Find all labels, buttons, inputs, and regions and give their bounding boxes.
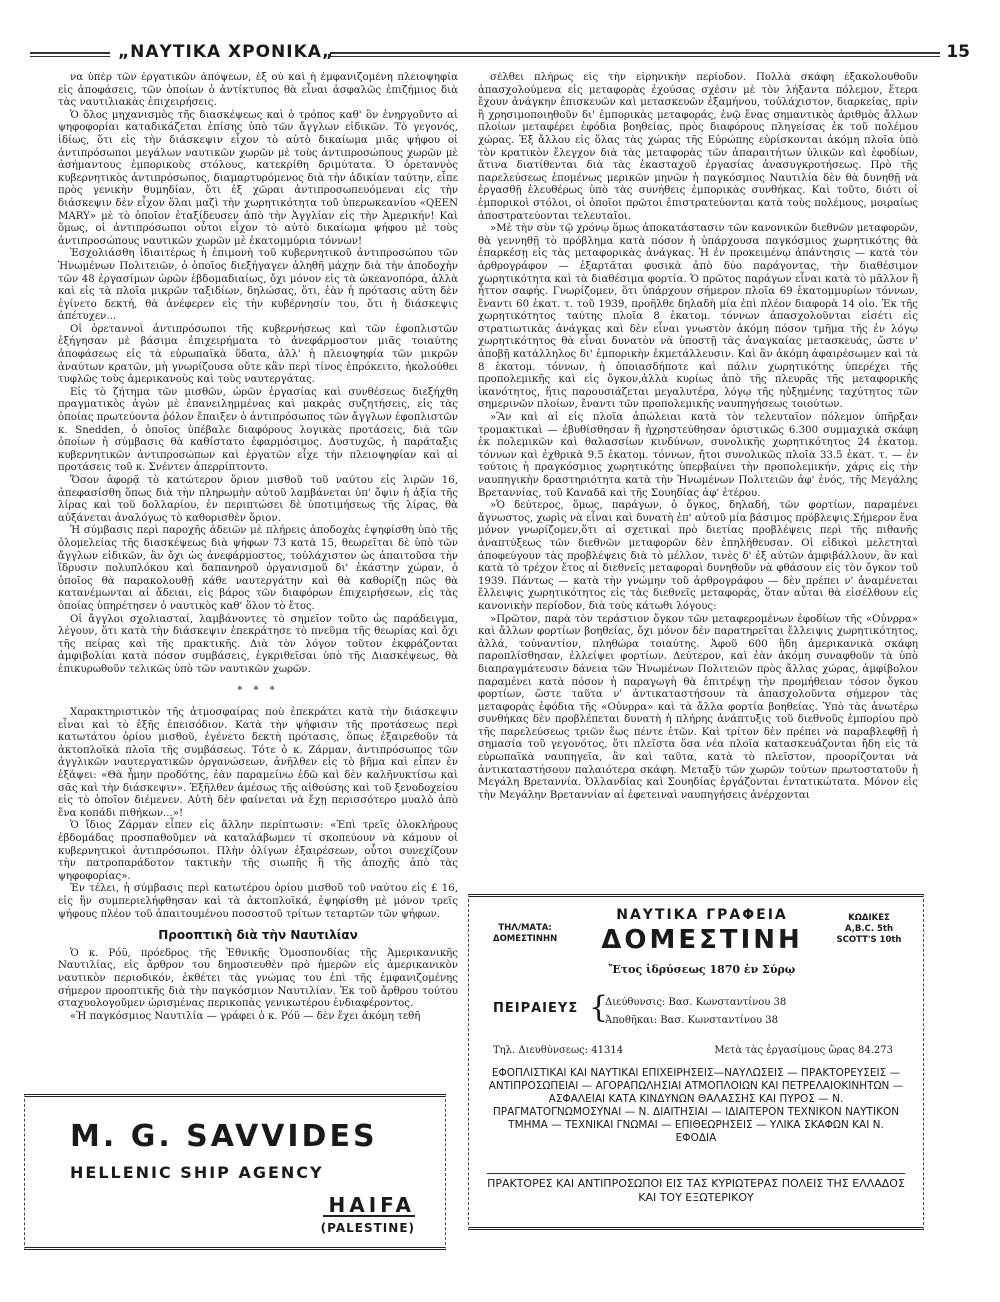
- article-paragraph: »Μὲ τὴν σὺν τῷ χρόνῳ ὅμως ἀποκατάστασιν τῶν κανονικῶν διεθνῶν μεταφορῶν, θὰ γεννηθῇ τὸ πρόβλημα κατὰ πόσον ἡ ὑπάρχουσα παγκόσμιος χωρητικότης θὰ ἐπαρκέσῃ εἰς τὰς μεταφορικὰς ἀνάγκας. Ἡ ἐν προκειμένῳ ἀπάντησις — κατὰ τὸν ἀρθρογράφον — ἐξαρτᾶται φυσικὰ ἀπὸ δύο παράγοντας, τὴν διαθέσιμον χωρητικότητα καὶ τὰ διαθέσιμα φορτία. Ὁ πρῶτος παράγων εἶναι κατὰ τὸ μᾶλλον ἢ ἧττον σαφής. Γνωρίζομεν, ὅτι ὑπάρχουν σήμερον πλοῖα 69 ἑκατομμυρίων τόννων, ἔναντι 60 ἑκατ. τ. τοῦ 1939, προῆλθε δηλαδὴ μία ἐπὶ πλέον διαφορὰ 14 οἱο. Ἐκ τῆς χωρητικότητος ταύτης πλοῖα 8 ἑκατομ. τόννων ἀπασχολοῦνται εἰσέτι εἰς στρατιωτικὰς ἀνάγκας καὶ δὲν εἶναι γνωστὸν ἀκόμη πόσον τμῆμα τῆς ἐν λόγῳ χωρητικότητος θὰ εἶναι δυνατὸν νὰ ὑποστῇ τὰς ἀναγκαίας μετασκευάς, ὥστε ν' ἀποβῇ κατάλληλος δι' ἐμπορικὴν ἐκμετάλλευσιν. Καὶ ἂν ἀκόμη ἀφαιρέσωμεν καὶ τὰ 8 ἑκατομ. τόννων, ἡ ὁποιασδήποτε καὶ πάλιν χωρητικότης ὑπερέχει τῆς προπολεμικῆς καὶ εἰς ὄγκον,ἀλλὰ κυρίως ἀπὸ τῆς πλευρᾶς τῆς μεταφορικῆς ἱκανότητος, ἥτις παρουσιάζεται μεγαλυτέρα, λόγῳ τῆς ηὐξημένης ταχύτητος τῶν σημερινῶν πλοίων, ἔναντι τῶν προπολεμικῆς ναυπηγήσεως τοιούτων.: [478, 223, 918, 411]
- savvides-subtitle: HELLENIC SHIP AGENCY: [70, 1163, 324, 1182]
- telegraph-codes-text: ΚΩΔΙΚΕΣ A,B.C. 5th SCOTT'S 10th: [836, 913, 902, 945]
- article-paragraph: Ὁ ἴδιος Ζάρμαν εἶπεν εἰς ἄλλην περίπτωσιν: «Ἐπὶ τρεῖς ὁλοκλήρους ἑβδομάδας προσπαθοῦμεν νὰ καταλάβωμεν τί σκοπεύουν νὰ κάμουν οἱ κυβερνητικοὶ ἀντιπρόσωποι. Πλὴν ὀλίγων ἐξαιρέσεων, οὗτοι συνεχίζουν τὴν πατροπαράδοτον τακτικὴν τῆς σιωπῆς ἢ τῆς ἀποχῆς ἀπὸ τὰς ψηφοφορίας».: [58, 820, 458, 882]
- founded-line: Ἔτος ἱδρύσεως 1870 ἐν Σύρῳ: [608, 963, 796, 976]
- article-paragraph: Ὁ κ. Ρόϋ, πρόεδρος τῆς Ἐθνικῆς Ὁμοσπονδίας τῆς Ἀμερικανικῆς Ναυτιλίας, εἰς ἄρθρον του δημοσιευθὲν πρὸ ἡμερῶν εἰς ἀμερικανικὸν ναυτικὸν περιοδικόν, ἐκθέτει τὰς γνώμας του ἐπὶ τῆς ἐμφανιζομένης σήμερον προοπτικῆς διὰ τὴν παγκόσμιον Ναυτιλίαν. Ἐκ τοῦ ἄρθρου τούτου σταχυολογοῦμεν ὡρισμένας περικοπὰς γενικωτέρου ἐνδιαφέροντος.: [58, 947, 458, 1010]
- telegram-label-text: ΤΗΛ/ΜΑΤΑ: ΔΟΜΕΣΤΙΝΗΝ: [493, 923, 558, 944]
- article-paragraph: «Ἡ παγκόσμιος Ναυτιλία — γράφει ὁ κ. Ρόϋ — δὲν ἔχει ἀκόμη τεθῆ: [70, 1010, 421, 1022]
- article-paragraph: Χαρακτηριστικὸν τῆς ἀτμοσφαίρας ποὺ ἐπεκράτει κατὰ τὴν διάσκεψιν εἶναι καὶ τὸ ἑξῆς ἐπεισόδιον. Κατὰ τὴν ψήφισιν τῆς προτάσεως περὶ κατωτάτου ὁρίου μισθοῦ, ἐγένετο δεκτὴ πρότασις, ὅπως ἐξαιρεθοῦν τὰ ἀκτοπλοϊκὰ πλοῖα τῆς συμβάσεως. Τότε ὁ κ. Ζάρμαν, ἀντιπρόσωπος τῶν ἀγγλικῶν ναυτεργατικῶν ὀργανώσεων, ἀνῆλθεν εἰς τὸ βῆμα καὶ εἶπεν ἐν ἐξάψει: «Θὰ ἦμην προδότης, ἐὰν παραμείνω ἐδῶ καὶ δὲν καλῆνυκτίσω καὶ σᾶς καὶ τὴν διάσκεψιν». Ἐξῆλθεν ἀμέσως τῆς αἰθούσης καὶ τοῦ ξενοδοχείου εἰς τὸ ὁποῖον διέμενεν. Αὐτὴ δὲν φαίνεται νὰ ἔχῃ περισσότερο μυαλὸ ἀπὸ ἕνα κοπάδι πιθήκων...»!: [58, 707, 458, 819]
- agents-line: ΠΡΑΚΤΟΡΕΣ ΚΑΙ ΑΝΤΙΠΡΟΣΩΠΟΙ ΕΙΣ ΤΑΣ ΚΥΡΙΩΤΕΡΑΣ ΠΟΛΕΙΣ ΤΗΣ ΕΛΛΑΔΟΣ ΚΑΙ ΤΟΥ ΕΞΩΤΕΡΙΚΟΥ: [487, 1177, 905, 1204]
- domestini-name: ΔΟΜΕΣΤΙΝΗ: [601, 925, 803, 955]
- article-paragraph: »Ἂν καὶ αἱ εἰς πλοῖα ἀπώλειαι κατὰ τὸν τελευταῖον πόλεμον ὑπῆρξαν τρομακτικαὶ — ἐβυθίσθησαν ἢ ἠχρηστεύθησαν ὁριστικῶς 6.300 συμμαχικὰ σκάφη ἐκ πολεμικῶν καὶ θαλασσίων κινδύνων, συνολικῆς χωρητικότητος 24 ἑκατομ. τόννων καὶ ἐχθρικὰ 9.5 ἑκατομ. τόννων, ἤτοι συνολικῶς πλοῖα 33.5 ἑκατ. τ. — ἐν τούτοις ἡ πραγκόσμιος χωρητικότης ὑπερβαίνει τὴν προπολεμικήν, χάρις εἰς τὴν ναυπηγικὴν δραστηριότητα κατὰ τὴν Ἡνωμένων Πολιτειῶν ἀφ' ἑνός, τῆς Μεγάλης Βρεταννίας, τοῦ Καναδᾶ καὶ τῆς Σουηδίας ἀφ' ἑτέρου.: [478, 412, 918, 499]
- address-line-2: Ἀποθῆκαι: Βασ. Κωνσταντίνου 38: [605, 1015, 779, 1026]
- header-rule-left-thin: [30, 56, 110, 57]
- article-paragraph: Εἰς τὸ ζήτημα τῶν μισθῶν, ὡρῶν ἐργασίας καὶ συνθέσεως διεξήχθη πραγματικὸς ἀγὼν μὲ ἐπανειλημμένας καὶ μακρὰς συζητήσεις, εἰς τὰς ὁποίας πρωτεύοντα ῥόλον ἔπαιξεν ὁ ἀντιπρόσωπος τῶν ἄγγλων ἐφοπλιστῶν κ. Snedden, ὁ ὁποῖος ὑπέβαλε διαφόρους λογικὰς προτάσεις, διὰ τῶν ὁποίων ἡ σύμβασις θὰ καθίστατο ἐφαρμόσιμος. Δυστυχῶς, ἡ παράταξις κυβερνητικῶν ἀντιπροσώπων καὶ ἐργατῶν εἶχε τὴν πλειοψηφίαν καὶ αἱ προτάσεις τοῦ κ. Σνέντεν ἀπερρίπτοντο.: [58, 386, 458, 474]
- article-paragraph: Οἱ ἄγγλοι σχολιασταί, λαμβάνοντες τὸ σημεῖον τοῦτο ὡς παράδειγμα, λέγουν, ὅτι κατὰ τὴν διάσκεψιν ἐπεκράτησε τὸ πνεῦμα τῆς θεωρίας καὶ ὄχι τῆς πείρας καὶ τῆς πρακτικῆς. Διὰ τὸν λόγον τοῦτον ἐκφράζονται ἀμφιβολίαι κατὰ πόσον συμβάσεις, ἐγκριθεῖσαι ὑπὸ τῆς Διασκέψεως, θὰ ἐπικυρωθοῦν τελικῶς ὑπὸ τῶν ναυτικῶν χωρῶν.: [58, 613, 458, 675]
- section-heading: Προοπτικὴ διὰ τὴν Ναυτιλίαν: [158, 928, 358, 943]
- section-separator: * * *: [237, 684, 279, 696]
- address-brace: {: [589, 990, 609, 1025]
- savvides-city: HAIFA: [328, 1193, 415, 1217]
- services-divider: [487, 1173, 905, 1174]
- article-paragraph: »Πρῶτον, παρὰ τὸν τεράστιον ὄγκον τῶν μεταφερομένων ἐφοδίων τῆς «Οὐνρρα» καὶ ἄλλων φορτίων βοηθείας, ὄχι μόνον δὲν παρατηρεῖται ἔλλειψις χωρητικότητος, ἀλλά, τοὐναντίον, πληθώρα τοιαύτης. Ἀφοῦ 600 ἢδη ἀμερικανικὰ σκάφη παροπλίσθησαν, ἐλλείψει φορτίων. Δεύτερον, καὶ ἐὰν ἀκόμη συναφθοῦν τὰ ὑπὸ διαπραγμάτευσιν δάνεια τῶν Ἡνωμένων Πολιτειῶν πρὸς ἄλλας χώρας, ἀμφίβολον παραμένει κατὰ πόσον ἡ παραγωγὴ θὰ ἐπιτρέψῃ τὴν προμήθειαν τόσον ὄγκου φορτίων, ὥστε ταῦτα ν' ἀντικαταστήσουν τὰ ἀπασχολοῦντα σήμερον τὰς μεταφορὰς ἐφόδια τῆς «Οὐνρρα» καὶ τὰ ἄλλα φορτία βοηθείας. Ὑπὸ τὰς ἀνωτέρω συνθήκας δὲν προβλέπεται δυνατὴ ἡ πλήρης ἀνάπτυξις τοῦ διεθνοῦς ἐμπορίου πρὸ τῆς παρελεύσεως τριῶν ἕως πέντε ἐτῶν. Καὶ τρίτον δὲν πρέπει νὰ παραβλεφθῇ ἡ σημασία τοῦ γεγονότος, ὅτι πλεῖστα ὅσα νέα πλοῖα κατασκευάζονται ἤδη εἰς τὰ εὐρωπαϊκὰ ναυπηγεῖα, ἂν καὶ ταῦτα, κατὰ τὸ πλεῖστον, προορίζονται νὰ ἀντικαταστήσουν παλαιότερα σκάφη. Μεταξὺ τῶν χωρῶν τούτων πρωτοστατοῦν ἡ Μεγάλη Βρεταννία. Ὀλλανδίας καὶ Σουηδίας ἐργάζονται ἐντατικώτατα. Μόνον εἰς τὴν Μεγάλην Βρεταννίαν αἱ ἐφετειναὶ ναυπηγήσεις ἀνέρχονται: [478, 613, 918, 801]
- address-line-1: Διεύθυνσις: Βασ. Κωνσταντίνου 38: [605, 997, 787, 1008]
- article-paragraph: Ὁ ὅλος μηχανισμὸς τῆς διασκέψεως καὶ ὁ τρόπος καθ' ὃν ἐνηργοῦντο αἱ ψηφοφορίαι καταδικάζεται ἐπίσης ὑπὸ τῶν ἄγγλων εἰδικῶν. Τὸ γεγονός, ἰδίως, ὅτι εἰς τὴν διάσκεψιν εἶχον τὸ αὐτὸ δικαίωμα μιᾶς ψήφου οἱ ἀντιπρόσωποι μεγάλων ναυτικῶν χωρῶν μὲ τοὺς ἀντιπροσώπους χωρῶν μὲ ἀσήμαντους ἐμπορικοὺς στόλους, κατεκρίθη δριμύτατα. Ὁ ὁρεταννὸς κυβερνητικὸς ἀντιπρόσωπος, διαμαρτυρόμενος διὰ τὴν ἀδικίαν ταύτην, εἶπε πρὸς γενικὴν θυμηδίαν, ὅτι ἐξ χῶραι ἀντιπροσωπευόμεναι εἰς τὴν διάσκεψιν δὲν εἶχον ὅλαι μαζὶ τὴν χωρητικότητα τοῦ ὑπερωκεανίου «QEEN MARY» μὲ τὸ ὁποῖον ἐταξίδευσεν ἀπὸ τὴν Ἀγγλίαν εἰς τὴν Ἀμερικήν! Καὶ ὅμως, οἱ ἀντιπρόσωποι οὗτοι εἶχον τὸ αὐτὸ δικαίωμα ψήφου μὲ τοὺς ἀντιπροσώπους ναυτικῶν χωρῶν μὲ ἑκατομμύρια τόννων!: [58, 109, 458, 247]
- domestini-title: ΝΑΥΤΙΚΑ ΓΡΑΦΕΙΑ: [616, 907, 788, 923]
- left-paragraphs-3: [58, 948, 458, 1024]
- article-paragraph: »Ὁ δεύτερος, ὅμως, παράγων, ὁ ὄγκος, δηλαδή, τῶν φορτίων, παραμένει ἄγνωστος, χωρὶς νὰ εἶναι καὶ δυνατὴ ἐπ' αὐτοῦ μία βάσιμος πρόβλεψις.Σήμερον ἕνα μόνον γνωρίζομεν,ὅτι αἱ σχετικαὶ πρὸ διετίας προβλέψεις περὶ τῆς πιθανῆς ἀναπτύξεως τῶν διεθνῶν μεταφορῶν δὲν ἐπηλήθευσαν. Οἱ εἰδικοὶ μελετηταὶ ἀποφεύγουν τὰς προβλέψεις διὰ τὸ μέλλον, τινὲς δ' ἐξ αὐτῶν ἀμφιβάλλουν, ἂν καὶ κατὰ τὸ τρέχον ἔτος αἱ διεθνεῖς μεταφοραὶ δυνηθοῦν νὰ φθάσουν εἰς τὸν ὄγκον τοῦ 1939. Πάντως — κατὰ τὴν γνώμην τοῦ ἀρθρογράφου — δὲν πρέπει ν' ἀναμένεται ἔλλειψις χωρητικότητος εἰς τὰς διεθνεῖς μεταφοράς, ὅταν αὗται θὰ εἰσέλθουν εἰς κανονικὴν περίοδον, διὰ τοὺς κάτωθι λόγους:: [478, 500, 918, 612]
- article-paragraph: Ἐν τέλει, ἡ σύμβασις περὶ κατωτέρου ὁρίου μισθοῦ τοῦ ναύτου εἰς £ 16, εἰς ἣν συμπεριελήφθησαν καὶ τὰ ἀκτοπλοϊκά, ἐψηφίσθη μὲ μόνον τρεῖς ψήφους πλέον τοῦ ἀπαιτουμένου ποσοστοῦ τρίτων τεταρτῶν τῶν ψήφων.: [58, 883, 458, 920]
- page-number: 15: [946, 42, 970, 62]
- header-rule-left: [30, 52, 110, 54]
- article-paragraph: σέλθει πλήρως εἰς τὴν εἰρηνικὴν περίοδον. Πολλὰ σκάφη ἐξακολουθοῦν ἀπασχολούμενα εἰς μεταφορὰς ἐχούσας σχέσιν μὲ τὸν λήξαντα πόλεμον, ἕτερα ἔχουν ἀνάγκην ἐπισκευῶν καὶ μετασκευῶν ἐξαμήνου, τοὐλάχιστον, διαρκείας, πρὶν ἢ χρησιμοποιηθοῦν δι' ἐμπορικὰς μεταφοράς, ἐνῷ ἕνας σημαντικὸς ἀριθμὸς ἄλλων πλοίων μεταφέρει ἐφόδια βοηθείας, πρὸς διαφόρους πληγείσας ἐκ τοῦ πολέμου χώρας. Ἐξ ἄλλου εἰς ὅλας τὰς χώρας τῆς Εὐρώπης εὑρίσκονται ἀκόμη πλοῖα ὑπὸ τὸν κρατικὸν ἔλεγχον διὰ τὰς μεταφορὰς τῶν ἀπαραιτήτων ὑλικῶν καὶ ἐφοδίων, ἅτινα διατίθενται διὰ τὰς ἑκασταχοῦ ἐργασίας ἀνασυγκροτήσεως. Πρὸ τῆς παρελεύσεως ἑπομένως μερικῶν μηνῶν ἡ παγκόσμιος Ναυτιλία δὲν θὰ δυνηθῇ νὰ ἐργασθῇ ἐλευθέρως ὑπὸ τὰς συνήθεις ἐμπορικὰς συνθήκας. Καὶ τοῦτο, διότι οἱ ἐμπορικοὶ στόλοι, οἱ ὁποῖοι πρῶτοι ἐπιστρατεύονται κατὰ τοὺς πολέμους, μοιραίως ἀποστρατεύονται τελευταῖοι.: [478, 72, 918, 222]
- left-paragraphs-2: [58, 707, 458, 921]
- savvides-country: (PALESTINE): [320, 1221, 415, 1235]
- domestini-city: ΠΕΙΡΑΙΕΥΣ: [493, 1001, 579, 1016]
- domestini-advertisement: [468, 894, 924, 1230]
- article-paragraph: Ὅσον ἀφορᾷ τὸ κατώτερον ὅριον μισθοῦ τοῦ ναύτου εἰς λιρῶν 16, ἀπεφασίσθη ὅπως διὰ τὴν πληρωμὴν αὐτοῦ λαμβάνεται ὑπ' ὄψιν ἡ ἀξία τῆς λίρας καὶ τοῦ δολλαρίου, ἐν περιπτώσει δὲ ὑποτιμήσεως τῆς λίρας, θὰ αὐξάνεται ἀναλόγως τὸ καθορισθὲν ὅριον.: [58, 475, 458, 524]
- header-rule-right: [330, 52, 940, 54]
- article-paragraph: να ὑπὲρ τῶν ἐργατικῶν ἀπόψεων, ἐξ οὗ καὶ ἡ ἐμφανιζομένη πλειοψηφία εἰς ἀποφάσεις, τῶν ὁποίων ὁ ἀντίκτυπος θὰ εἶναι ἀσφαλῶς ἐπιζήμιος διὰ τὰς ναυτιλιακὰς ἐπιχειρήσεις.: [58, 72, 458, 109]
- services-list: ΕΦΟΠΛΙΣΤΙΚΑΙ ΚΑΙ ΝΑΥΤΙΚΑΙ ΕΠΙΧΕΙΡΗΣΕΙΣ—ΝΑΥΛΩΣΕΙΣ — ΠΡΑΚΤΟΡΕΥΣΕΙΣ — ΑΝΤΙΠΡΟΣΩΠΕΙΑΙ — ΑΓΟΡΑΠΩΛΗΣΙΑΙ ΑΤΜΟΠΛΟΙΩΝ ΚΑΙ ΠΕΤΡΕΛΑΙΟΚΙΝΗΤΩΝ — ΑΣΦΑΛΕΙΑΙ ΚΑΤΑ ΚΙΝΔΥΝΩΝ ΘΑΛΑΣΣΗΣ ΚΑΙ ΠΥΡΟΣ — Ν. ΠΡΑΓΜΑΤΟΓΝΩΜΟΣΥΝΑΙ — Ν. ΔΙΑΙΤΗΣΙΑΙ — ΙΔΙΑΙΤΕΡΟΝ ΤΕΧΝΙΚΟΝ ΝΑΥΤΙΚΟΝ ΤΜΗΜΑ — ΤΕΧΝΙΚΑΙ ΓΝΩΜΑΙ — ΕΠΙΘΕΩΡΗΣΕΙΣ — ΥΛΙΚΑ ΣΚΑΦΩΝ ΚΑΙ Ν. ΕΦΟΔΙΑ: [488, 1067, 904, 1144]
- left-paragraphs: [58, 72, 458, 677]
- savvides-city-rule: [323, 1215, 415, 1217]
- article-paragraph: Ἐσχολιάσθη ἰδιαιτέρως ἡ ἐπιμονὴ τοῦ κυβερνητικοῦ ἀντιπροσώπου τῶν Ἡνωμένων Πολιτειῶν, ὁ ὁποῖος διεξήγαγεν ἀληθῆ μάχην διὰ τὴν ἀποδοχὴν τῶν 48 ἐργασίμων ὡρῶν ἑβδομαδιαίως, ὄχι μόνον εἰς τὰ ὠκεανοπόρα, ἀλλὰ καὶ εἰς τὰ πλοῖα μικρῶν ταξιδίων, δηλώσας, ὅτι, ἐὰν ἡ πρότασις αὕτη δὲν ἐγίνετο δεκτή, θὰ ἀνέφερεν εἰς τὴν κυβέρνησίν του, ὅτι ἡ διάσκεψις ἀπέτυχεν...: [58, 248, 458, 323]
- telegram-label: [493, 923, 557, 945]
- savvides-name: M. G. SAVVIDES: [70, 1119, 378, 1154]
- article-paragraph: Ἡ σύμβασις περὶ παροχῆς ἀδειῶν μὲ πλήρεις ἀποδοχὰς ἐψηφίσθη ὑπὸ τῆς ὁλομελείας τῆς διασκέψεως διὰ ψήφων 73 κατὰ 15, θεωρεῖται δὲ ὑπὸ τῶν ἄγγλων εἰδικῶν, ἂν ὄχι ὡς ἀνεφάρμοστος, τοὐλάχιστον ὡς ἀπαιτοῦσα τὴν ἵδρυσιν πολυπλόκου καὶ δαπανηροῦ ὀργανισμοῦ δι' ἑκάστην χώραν, ὁ ὁποῖος θὰ παρακολουθῇ κάθε ναυτεργάτην καὶ θὰ καθορίζῃ πῶς θὰ κατανέμωνται αἱ ἄδειαι, εἰς βάρος τῶν διαφόρων ἐπιχειρήσεων, εἰς τὰς ὁποίας ὑπηρέτησεν ὁ ναυτικὸς καθ' ὅλον τὸ ἔτος.: [58, 525, 458, 612]
- header-rule-right-thin: [330, 56, 940, 57]
- savvides-advertisement: [24, 1094, 446, 1250]
- magazine-title: „ΝΑΥΤΙΚΑ ΧΡΟΝΙΚΑ„: [118, 42, 335, 62]
- page-header: [30, 42, 970, 64]
- telephone-line: [493, 1045, 893, 1056]
- telegraph-codes: [819, 913, 919, 946]
- telephone-direction: Τηλ. Διευθύνσεως: 41314: [493, 1045, 624, 1056]
- telephone-after-hours: Μετὰ τὰς ἐργασίμους ὥρας 84.273: [714, 1045, 893, 1056]
- article-paragraph: Οἱ ὁρεταννοὶ ἀντιπρόσωποι τῆς κυβερνήσεως καὶ τῶν ἐφοπλιστῶν ἐξήγησαν μὲ βάσιμα ἐπιχειρήματα τὸ ἀνεφάρμοστον μιᾶς τοιαύτης ἀποφάσεως εἰς τὰ εὐρωπαϊκὰ ὕδατα, ἀλλ' ἡ πλειοψηφία τῶν μικρῶν ἀναύτων κρατῶν, μὴ γνωρίζουσα οὔτε κἂν περὶ τίνος ἐπρόκειτο, ἠκολούθει τυφλῶς τοὺς ἀμερικανοὺς καὶ τοὺς ναυτεργάτας.: [58, 323, 458, 386]
